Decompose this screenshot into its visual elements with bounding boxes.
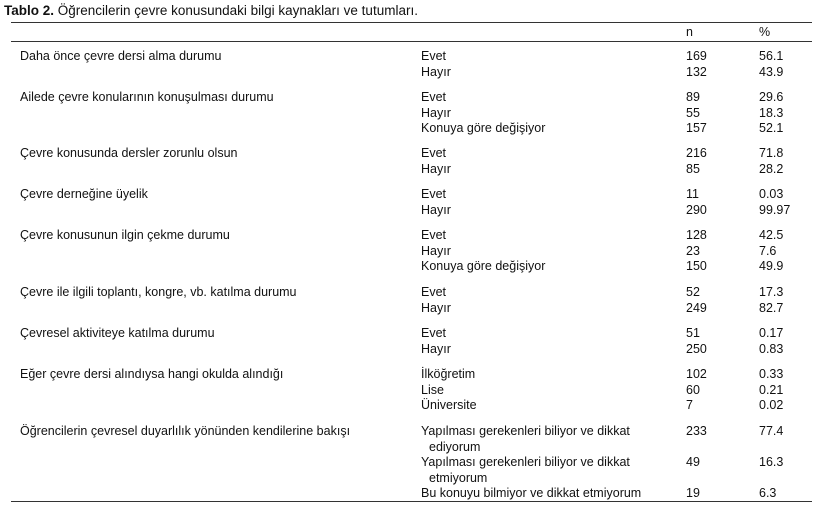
answer-label: Hayır (421, 341, 451, 356)
count-value: 89 (686, 90, 700, 104)
answer-label: Üniversite (421, 398, 477, 413)
answer-label: Evet (421, 187, 447, 201)
answer-label: Evet (421, 90, 447, 104)
question-label: Eğer çevre dersi alındıysa hangi okulda alındığı (20, 367, 284, 381)
question-label: Daha önce çevre dersi alma durumu (20, 49, 222, 63)
percent-value: 0.17 (759, 326, 784, 340)
percent-value: 7.6 (759, 243, 777, 258)
answer-label: Hayır (421, 243, 451, 258)
count-value: 52 (686, 285, 700, 299)
answer-label: Evet (421, 285, 447, 299)
question-label: Çevre konusunda dersler zorunlu olsun (20, 146, 238, 160)
count-value: 250 (686, 341, 707, 356)
count-value: 169 (686, 49, 707, 63)
answer-label (421, 424, 673, 455)
answer-label: Hayır (421, 105, 451, 120)
count-value: 23 (686, 243, 700, 258)
count-value: 19 (686, 486, 700, 500)
percent-value: 17.3 (759, 285, 784, 299)
percent-value: 0.33 (759, 367, 784, 381)
percent-value: 43.9 (759, 64, 784, 79)
percent-value: 0.21 (759, 382, 784, 397)
percent-value: 71.8 (759, 146, 784, 160)
count-value: 216 (686, 146, 707, 160)
question-label: Çevre konusunun ilgin çekme durumu (20, 228, 230, 242)
count-value: 132 (686, 64, 707, 79)
question-label: Öğrencilerin çevresel duyarlılık yönünden kendilerine bakışı (20, 424, 351, 438)
percent-value: 49.9 (759, 259, 784, 274)
count-value: 7 (686, 398, 693, 413)
question-label: Çevre ile ilgili toplantı, kongre, vb. katılma durumu (20, 285, 297, 299)
answer-label: Hayır (421, 202, 451, 217)
table-label: Tablo 2. (4, 3, 55, 18)
count-value: 49 (686, 455, 700, 469)
answer-label: Evet (421, 146, 447, 160)
answer-label: Hayır (421, 161, 451, 176)
answer-label: İlköğretim (421, 367, 476, 381)
count-value: 85 (686, 161, 700, 176)
percent-value: 82.7 (759, 300, 784, 315)
count-value: 233 (686, 424, 707, 438)
answer-label: Evet (421, 326, 447, 340)
count-value: 60 (686, 382, 700, 397)
percent-value: 99.97 (759, 202, 791, 217)
percent-value: 0.02 (759, 398, 784, 413)
answer-label: Lise (421, 382, 444, 397)
header-percent: % (759, 25, 771, 39)
percent-value: 16.3 (759, 455, 784, 469)
count-value: 290 (686, 202, 707, 217)
answer-line-1: Yapılması gerekenleri biliyor ve dikkat (421, 455, 630, 469)
table-caption (4, 3, 418, 18)
answer-label (421, 455, 673, 486)
count-value: 157 (686, 121, 707, 136)
question-label: Ailede çevre konularının konuşulması durumu (20, 90, 274, 104)
answer-line-2: etmiyorum (429, 470, 488, 485)
question-label: Çevresel aktiviteye katılma durumu (20, 326, 215, 340)
header-rule (11, 41, 812, 42)
answer-label: Bu konuyu bilmiyor ve dikkat etmiyorum (421, 486, 642, 500)
percent-value: 0.83 (759, 341, 784, 356)
answer-line-1: Yapılması gerekenleri biliyor ve dikkat (421, 424, 630, 438)
percent-value: 56.1 (759, 49, 784, 63)
top-rule (11, 22, 812, 23)
percent-value: 18.3 (759, 105, 784, 120)
percent-value: 52.1 (759, 121, 784, 136)
count-value: 249 (686, 300, 707, 315)
count-value: 55 (686, 105, 700, 120)
answer-label: Evet (421, 228, 447, 242)
percent-value: 77.4 (759, 424, 784, 438)
count-value: 102 (686, 367, 707, 381)
percent-value: 28.2 (759, 161, 784, 176)
percent-value: 42.5 (759, 228, 784, 242)
percent-value: 6.3 (759, 486, 777, 500)
percent-value: 0.03 (759, 187, 784, 201)
table-title: Öğrencilerin çevre konusundaki bilgi kaynakları ve tutumları. (57, 3, 418, 18)
question-label: Çevre derneğine üyelik (20, 187, 148, 201)
header-n: n (686, 25, 693, 39)
answer-label: Evet (421, 49, 447, 63)
answer-label: Konuya göre değişiyor (421, 259, 546, 274)
count-value: 11 (686, 187, 699, 201)
answer-label: Hayır (421, 64, 451, 79)
count-value: 51 (686, 326, 700, 340)
answer-label: Konuya göre değişiyor (421, 121, 546, 136)
count-value: 150 (686, 259, 707, 274)
answer-label: Hayır (421, 300, 451, 315)
count-value: 128 (686, 228, 707, 242)
bottom-rule (11, 501, 812, 502)
answer-line-2: ediyorum (429, 439, 481, 454)
percent-value: 29.6 (759, 90, 784, 104)
